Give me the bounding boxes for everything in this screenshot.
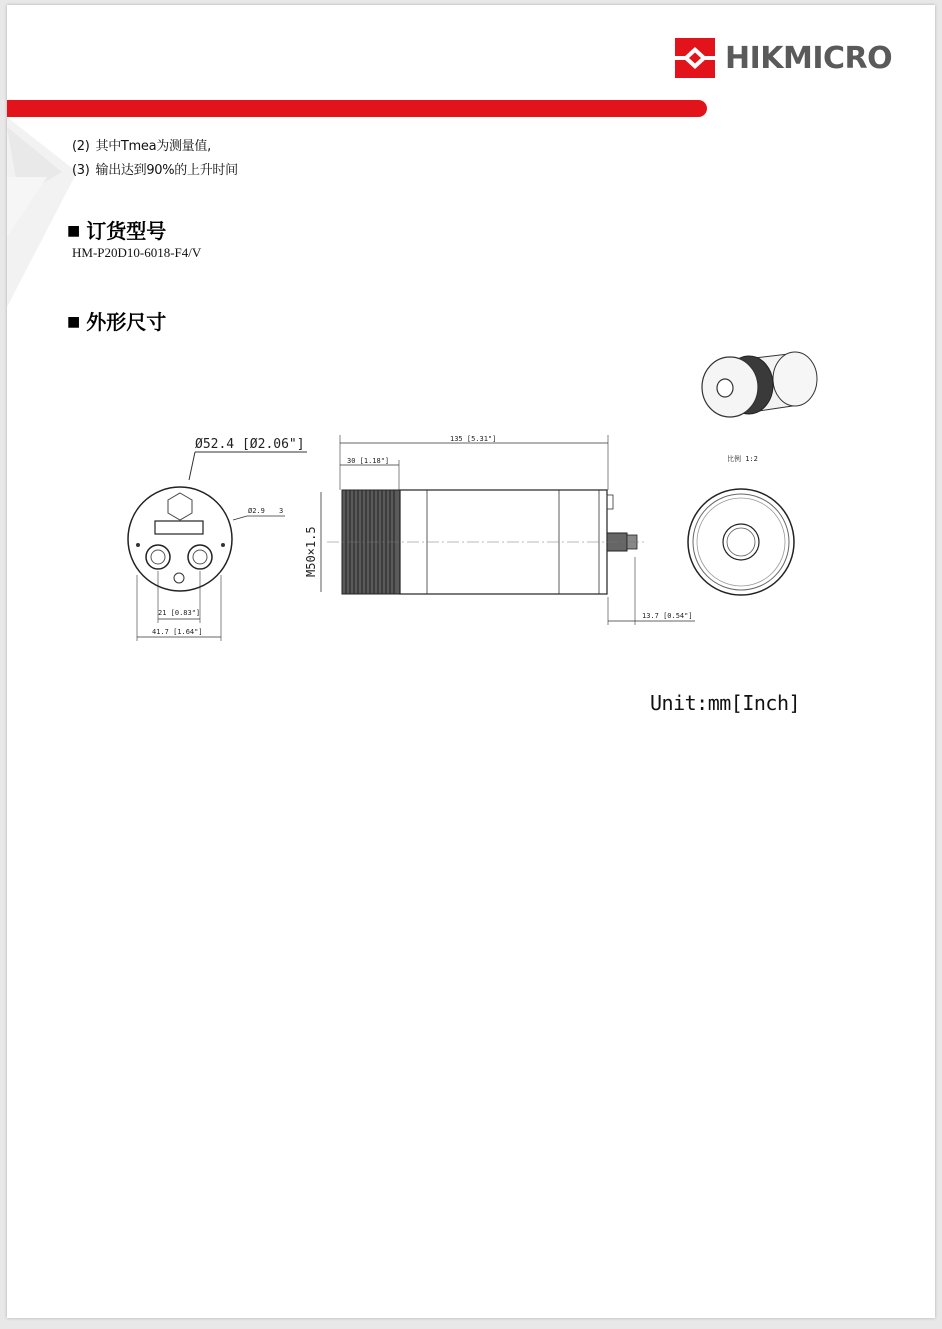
datasheet-page [7, 5, 935, 1318]
thread-length-label: 30 [1.18"] [347, 457, 390, 465]
ordering-title: ■ 订货型号 [67, 219, 167, 243]
side-view [304, 435, 695, 625]
brand-name: HIKMICRO [725, 40, 893, 76]
hikmicro-logo-icon [675, 38, 715, 78]
hole-label: Ø2.9 [248, 507, 265, 515]
dimension-drawing [7, 335, 935, 665]
dimensions-title: ■ 外形尺寸 [67, 310, 167, 334]
width-inner-label: 21 [0.83"] [158, 609, 201, 617]
isometric-view [702, 352, 817, 463]
model-number: HM-P20D10-6018-F4/V [72, 245, 202, 260]
header-accent-bar [7, 100, 707, 117]
hole-label-suffix: 3 [279, 507, 284, 515]
rear-view [688, 489, 794, 595]
length-total-label: 135 [5.31"] [450, 435, 497, 443]
scale-label: 比例 1:2 [727, 455, 758, 463]
connector-length-label: 13.7 [0.54"] [642, 612, 693, 620]
note-2: (2) 其中Tmea为测量值, [72, 139, 211, 154]
width-outer-label: 41.7 [1.64"] [152, 628, 203, 636]
note-3: (3) 输出达到90%的上升时间 [72, 163, 238, 178]
diameter-label: Ø52.4 [Ø2.06"] [195, 437, 305, 452]
front-view [128, 437, 307, 641]
thread-label: M50×1.5 [304, 526, 318, 577]
unit-label: Unit:mm[Inch] [650, 691, 801, 715]
brand-logo [675, 38, 892, 78]
